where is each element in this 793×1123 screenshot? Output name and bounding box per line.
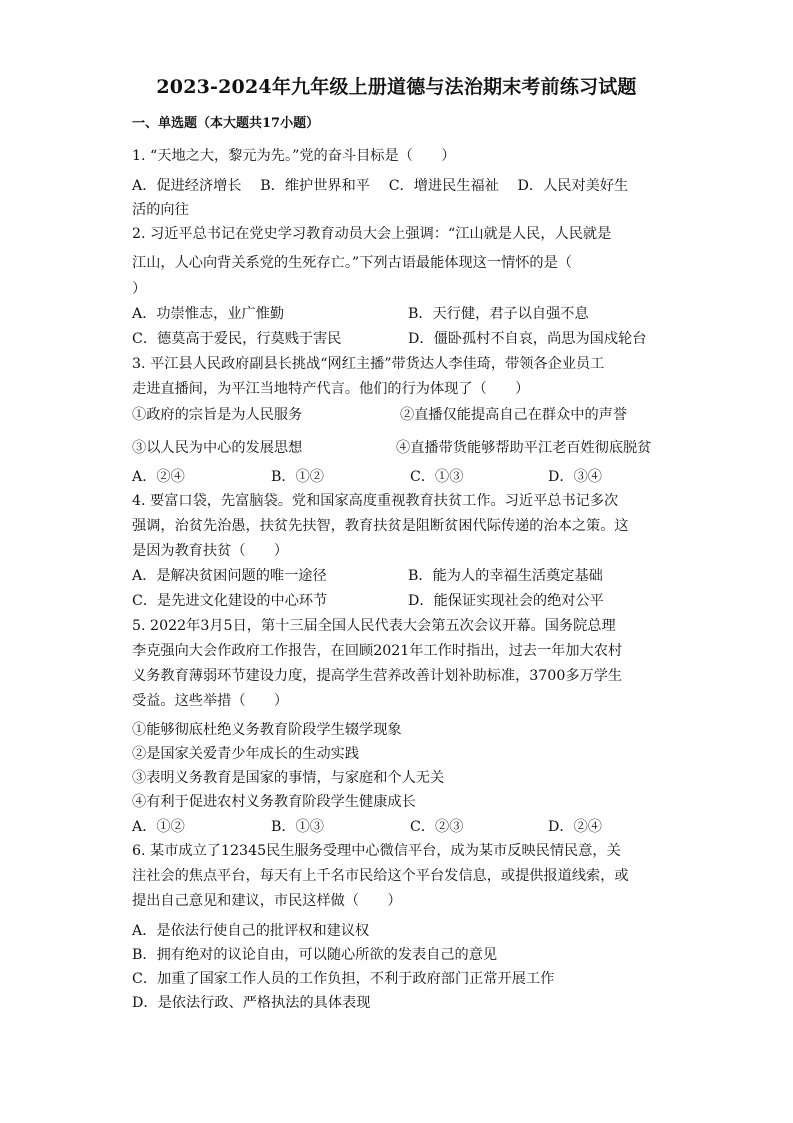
question-4-option-d: D．能保证实现社会的绝对公平 (408, 593, 604, 609)
question-2-stem-line3: ） (132, 281, 147, 297)
question-5-option-c: C．②③ (410, 819, 464, 835)
question-6-stem: 6. 某市成立了12345民生服务受理中心微信平台，成为某市反映民情民意，关 (132, 843, 621, 859)
question-3-statement-3: ③以人民为中心的发展思想 (132, 440, 303, 456)
question-6-stem-line2: 注社会的焦点平台，每天有上千名市民给这个平台发信息，或提供报道线索，或 (132, 868, 629, 884)
question-3-option-a: A．②④ (132, 469, 185, 485)
question-3-option-c: C．①③ (410, 469, 464, 485)
section-heading: 一、单选题（本大题共17小题） (132, 116, 320, 131)
page-title: 2023-2024年九年级上册道德与法治期末考前练习试题 (156, 76, 637, 98)
question-5-statement-3: ③表明义务教育是国家的事情，与家庭和个人无关 (132, 770, 445, 786)
question-2-stem-line2: 江山，人心向背关系党的生死存亡。”下列古语最能体现这一情怀的是（ (132, 255, 572, 271)
question-5-option-b: B．①③ (271, 819, 324, 835)
question-2-option-d: D．僵卧孤村不自哀，尚思为国戍轮台 (408, 331, 647, 347)
question-6-option-b: B．拥有绝对的议论自由，可以随心所欲的发表自己的意见 (132, 947, 498, 963)
question-3-stem: 3. 平江县人民政府副县长挑战“网红主播”带货达人李佳琦，带领各企业员工 (132, 356, 605, 372)
question-1-stem: 1. “天地之大，黎元为先。”党的奋斗目标是（ ） (132, 148, 456, 164)
question-2-stem: 2. 习近平总书记在党史学习教育动员大会上强调：“江山就是人民，人民就是 (132, 226, 612, 242)
question-3-option-d: D．③④ (548, 469, 602, 485)
question-3-statement-4: ④直播带货能够帮助平江老百姓彻底脱贫 (396, 440, 652, 456)
question-3-statement-1: ①政府的宗旨是为人民服务 (132, 407, 303, 423)
question-6-option-c: C．加重了国家工作人员的工作负担，不利于政府部门正常开展工作 (132, 971, 555, 987)
question-4-stem-line3: 是因为教育扶贫（ ） (132, 543, 289, 559)
question-2-option-c: C．德莫高于爱民，行莫贱于害民 (132, 331, 342, 347)
question-5-option-d: D．②④ (548, 819, 602, 835)
question-5-statement-4: ④有利于促进农村义务教育阶段学生健康成长 (132, 794, 416, 810)
question-5-option-a: A．①② (132, 819, 185, 835)
question-4-option-a: A．是解决贫困问题的唯一途径 (132, 568, 327, 584)
question-5-stem-line3: 义务教育薄弱环节建设力度，提高学生营养改善计划补助标准，3700多万学生 (132, 668, 623, 684)
question-6-option-a: A．是依法行使自己的批评权和建议权 (132, 923, 370, 939)
question-1-options: A．促进经济增长 B．维护世界和平 C．增进民生福祉 D．人民对美好生 (132, 178, 629, 194)
question-5-statement-1: ①能够彻底杜绝义务教育阶段学生辍学现象 (132, 722, 402, 738)
question-4-option-c: C．是先进文化建设的中心环节 (132, 593, 328, 609)
question-3-stem-line2: 走进直播间，为平江当地特产代言。他们的行为体现了（ ） (132, 381, 530, 397)
question-4-stem: 4. 要富口袋，先富脑袋。党和国家高度重视教育扶贫工作。习近平总书记多次 (132, 493, 619, 509)
question-2-option-a: A．功崇惟志，业广惟勤 (132, 306, 285, 322)
question-5-stem-line2: 李克强向大会作政府工作报告，在回顾2021年工作时指出，过去一年加大农村 (132, 643, 623, 659)
question-6-stem-line3: 提出自己意见和建议，市民这样做（ ） (132, 893, 402, 909)
question-1-options-cont: 活的向往 (132, 202, 189, 218)
question-6-option-d: D．是依法行政、严格执法的具体表现 (132, 995, 371, 1011)
question-5-statement-2: ②是国家关爱青少年成长的生动实践 (132, 746, 360, 762)
question-5-stem-line4: 受益。这些举措（ ） (132, 693, 289, 709)
question-3-option-b: B．①② (271, 469, 324, 485)
question-3-statement-2: ②直播仅能提高自己在群众中的声誉 (400, 407, 628, 423)
question-2-option-b: B．天行健，君子以自强不息 (408, 306, 589, 322)
question-4-stem-line2: 强调，治贫先治愚，扶贫先扶智，教育扶贫是阻断贫困代际传递的治本之策。这 (132, 518, 629, 534)
question-4-option-b: B．能为人的幸福生活奠定基础 (408, 568, 603, 584)
question-5-stem: 5. 2022年3月5日，第十三届全国人民代表大会第五次会议开幕。国务院总理 (132, 618, 616, 634)
